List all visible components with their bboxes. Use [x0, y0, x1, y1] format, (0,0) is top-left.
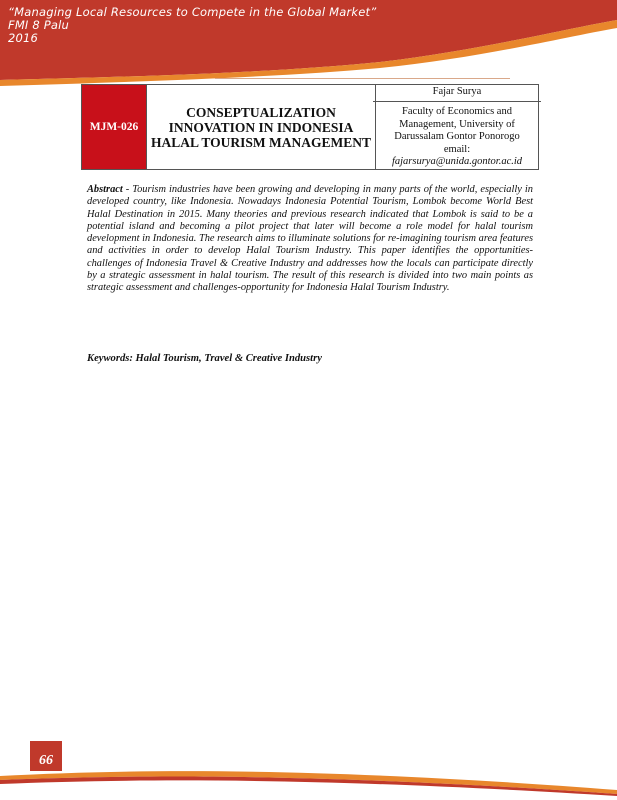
page-number: 66: [30, 741, 62, 771]
conference-event: FMI 8 Palu: [8, 18, 70, 32]
email-label: email:: [443, 143, 471, 155]
conference-theme: “Managing Local Resources to Compete in the Global Market”: [8, 5, 377, 19]
abstract-label: Abstract: [87, 184, 123, 195]
author-email[interactable]: fajarsurya@unida.gontor.ac.id: [391, 156, 523, 167]
conference-year: 2016: [8, 31, 39, 45]
keywords: Keywords: Halal Tourism, Travel & Creative Industry: [87, 353, 322, 364]
header-rule: [215, 78, 510, 79]
author-name: Fajar Surya: [373, 86, 541, 103]
author-affiliation: Faculty of Economics and Management, University of Darussalam Gontor Ponorogo: [394, 106, 520, 142]
author-cell: [376, 85, 539, 170]
paper-code: MJM-026: [82, 85, 147, 170]
abstract-text: - Tourism industries have been growing and developing in many parts of the world, especially in developed country, like Indonesia. Nowadays Indonesia Potential Tourism, Lombok become World Best Halal Destination in 2015. Many theories and previous research indicated that Lombok is said to be a potential island and becoming a pilot project that later will become a role model for halal tourism development in Indonesia. The research aims to illuminate solutions for re-imagining tourism area features and activities in order to develop Halal Tourism Industry. This paper identifies the opportunities-challenges of Indonesia Travel & Creative Industry and addresses how the locals can participate directly by a strategic assessment in halal tourism. The result of this research is divided into two main points as strategic assessment and challenges-opportunity for Indonesia Halal Tourism Industry.: [87, 184, 533, 294]
footer-swoosh: [0, 746, 617, 800]
paper-info-table: [81, 84, 539, 170]
conference-header: [8, 6, 376, 45]
abstract: [87, 184, 533, 295]
paper-title: CONSEPTUALIZATION INNOVATION IN INDONESIA HALAL TOURISM MANAGEMENT: [147, 85, 376, 170]
